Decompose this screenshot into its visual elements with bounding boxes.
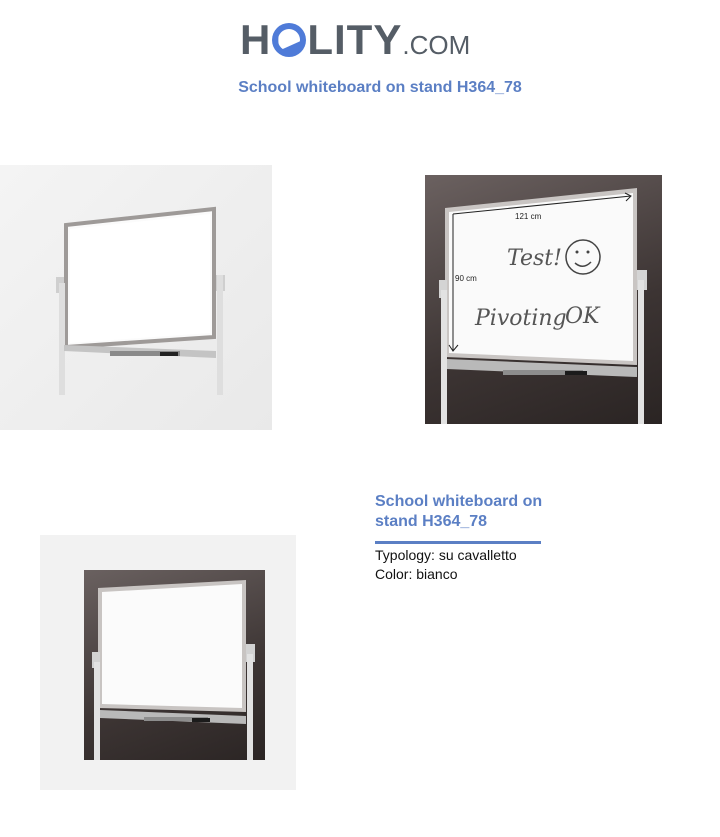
whiteboard-front-graphic <box>84 570 265 760</box>
whiteboard-angled-graphic <box>0 165 272 430</box>
holity-logo[interactable] <box>240 12 490 68</box>
product-title: School whiteboard on stand H364_78 <box>375 493 543 530</box>
product-photo-dimensions <box>425 175 662 424</box>
logo-suffix: .COM <box>402 30 471 60</box>
logo-letters-lity: LITY <box>307 16 403 63</box>
spec-typology: Typology: su cavalletto <box>375 547 517 563</box>
page-title: School whiteboard on stand H364_78 <box>238 79 522 96</box>
whiteboard-dimensions-graphic <box>425 175 662 424</box>
width-dimension-label: 121 cm <box>515 212 542 221</box>
handwriting-pivoting: Pivoting <box>475 306 567 331</box>
handwriting-test: Test! <box>507 246 562 271</box>
handwriting-ok: OK <box>565 304 600 329</box>
product-photo-front <box>40 535 296 790</box>
logo-o-icon <box>272 23 306 57</box>
height-dimension-label: 90 cm <box>455 274 477 283</box>
title-divider <box>375 541 541 544</box>
product-photo-angled <box>0 165 272 430</box>
logo-letter-h: H <box>240 16 272 63</box>
spec-color: Color: bianco <box>375 566 458 582</box>
